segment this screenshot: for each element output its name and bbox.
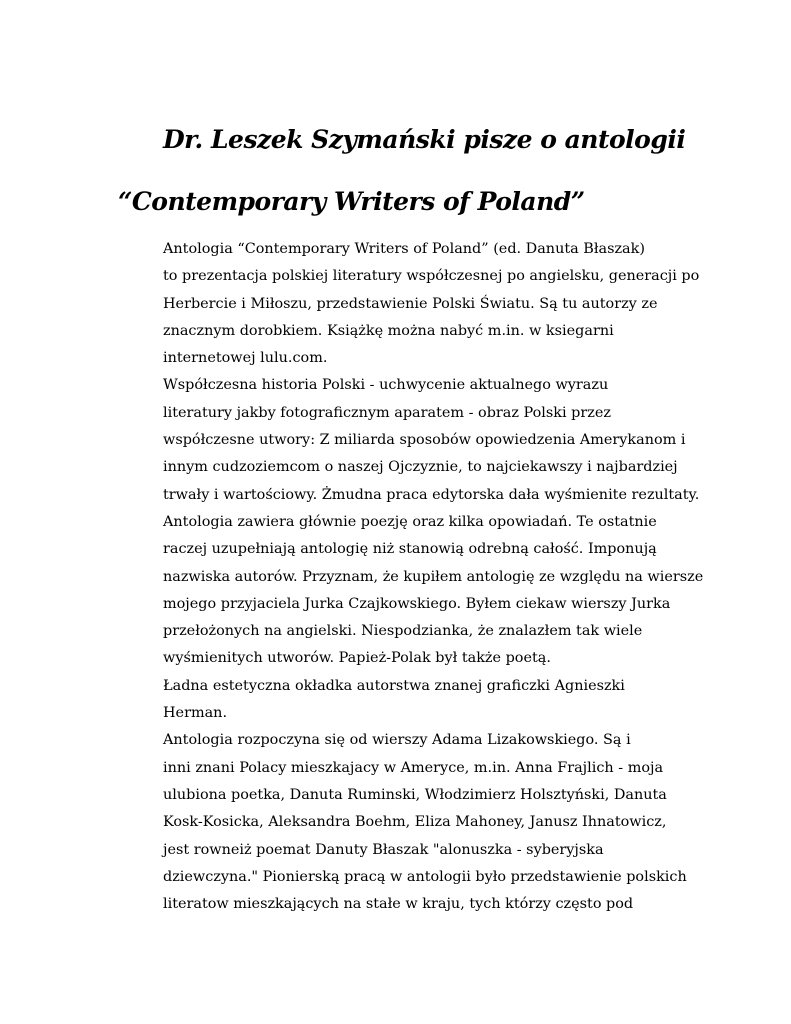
paragraph-4 — [118, 673, 683, 728]
text-line: literatury jakby fotograficznym aparatem - obraz Polski przez — [163, 404, 611, 421]
text-line: literatow mieszkających na stałe w kraju, tych którzy często pod — [163, 896, 634, 913]
text-line: mojego przyjaciela Jurka Czajkowskiego. Byłem ciekaw wierszy Jurka — [163, 595, 671, 612]
text-line: to prezentacja polskiej literatury współczesnej po angielsku, generacji po — [163, 268, 700, 285]
text-line: ulubiona poetka, Danuta Ruminski, Włodzimierz Holsztyński, Danuta — [163, 786, 667, 803]
text-line: Antologia zawiera głównie poezję oraz kilka opowiadań. Te ostatnie — [163, 513, 657, 530]
text-line: Antologia rozpoczyna się od wierszy Adama Lizakowskiego. Są i — [163, 732, 631, 749]
article-body — [118, 236, 704, 918]
paragraph-3 — [118, 509, 704, 673]
text-line: wyśmienitych utworów. Papież-Polak był także poetą. — [163, 650, 551, 667]
text-line: jest rowneiż poemat Danuty Błaszak "alonuszka - syberyjska — [163, 841, 604, 858]
paragraph-1 — [118, 236, 700, 372]
paragraph-5 — [118, 727, 687, 918]
text-line: Kosk-Kosicka, Aleksandra Boehm, Eliza Mahoney, Janusz Ihnatowicz, — [163, 814, 667, 831]
paragraph-2 — [118, 372, 700, 508]
text-line: innym cudzoziemcom o naszej Ojczyznie, to najciekawszy i najbardziej — [163, 459, 678, 476]
title-line-2: “Contemporary Writers of Poland” — [118, 187, 585, 216]
text-line: Współczesna historia Polski - uchwycenie aktualnego wyrazu — [163, 377, 609, 394]
text-line: przełożonych na angielski. Niespodzianka, że znalazłem tak wiele — [163, 623, 643, 640]
title-line-1: Dr. Leszek Szymański pisze o antologii — [163, 125, 686, 154]
text-line: trwały i wartościowy. Żmudna praca edytorska dała wyśmienite rezultaty. — [163, 486, 700, 503]
text-line: Herman. — [163, 705, 228, 722]
text-line: Antologia “Contemporary Writers of Poland” (ed. Danuta Błaszak) — [163, 241, 645, 257]
text-line: raczej uzupełniają antologię niż stanowią odrebną całość. Imponują — [163, 541, 657, 558]
text-line: znacznym dorobkiem. Książkę można nabyć m.in. w ksiegarni — [163, 322, 614, 339]
text-line: inni znani Polacy mieszkajacy w Ameryce, m.in. Anna Frajlich - moja — [163, 759, 664, 776]
text-line: internetowej lulu.com. — [163, 350, 328, 367]
text-line: nazwiska autorów. Przyznam, że kupiłem antologię ze względu na wiersze — [163, 568, 704, 585]
text-line: współczesne utwory: Z miliarda sposobów opowiedzenia Amerykanom i — [163, 432, 686, 449]
text-line: Herbercie i Miłoszu, przedstawienie Polski Światu. Są tu autorzy ze — [163, 295, 658, 312]
text-line: dziewczyna." Pionierską pracą w antologii było przedstawienie polskich — [163, 868, 687, 885]
text-line: Ładna estetyczna okładka autorstwa znanej graficzki Agnieszki — [163, 677, 625, 694]
